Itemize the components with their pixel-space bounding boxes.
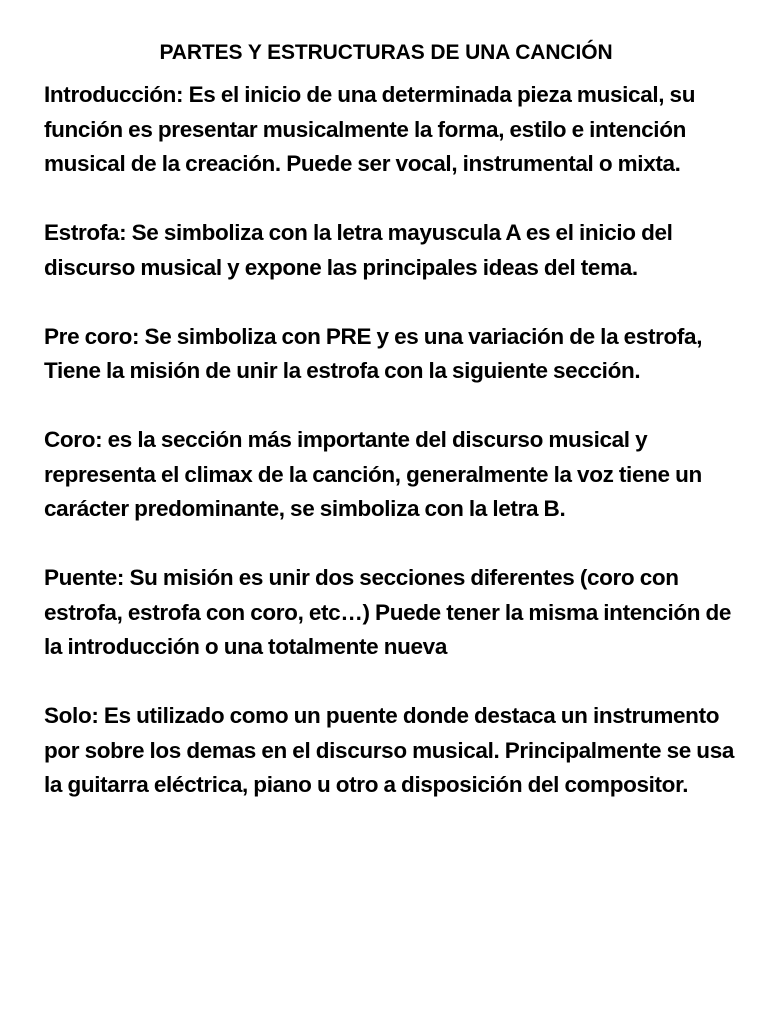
section-pre-coro: [44, 320, 738, 389]
page-title: PARTES Y ESTRUCTURAS DE UNA CANCIÓN: [159, 41, 613, 64]
section-term: Coro :: [44, 427, 108, 452]
section-introduccion: [44, 78, 738, 182]
section-text: Es el inicio de una determinada pieza musical, su función es presentar musicalmente la forma, estilo e intención musical de la creación. Puede ser vocal, instrumental o mixta.: [44, 82, 696, 176]
section-solo: [44, 699, 738, 803]
section-term: Puente :: [44, 565, 129, 590]
section-text: Es utilizado como un puente donde destaca un instrumento por sobre los demas en el discurso musical. Principalmente se usa la guitarra eléctrica, piano u otro a disposición del compositor.: [44, 703, 735, 797]
section-term: Estrofa :: [44, 220, 132, 245]
section-term: Pre coro :: [44, 324, 145, 349]
section-text: es la sección más importante del discurso musical y representa el climax de la canción, generalmente la voz tiene un carácter predominante, se simboliza con la letra B.: [44, 427, 702, 521]
section-text: Se simboliza con PRE y es una variación de la estrofa, Tiene la misión de unir la estrofa con la siguiente sección.: [44, 323, 703, 383]
section-term: Solo :: [44, 703, 104, 728]
section-term: Introducción :: [44, 82, 189, 107]
section-puente: [44, 561, 738, 665]
section-text: Su misión es unir dos secciones diferentes (coro con estrofa, estrofa con coro, etc…) Puede tener la misma intención de la introducción o una totalmente nueva: [44, 565, 732, 659]
section-estrofa: [44, 216, 738, 285]
section-text: Se simboliza con la letra mayuscula A es el inicio del discurso musical y expone las principales ideas del tema.: [44, 220, 673, 280]
section-coro: [44, 423, 738, 527]
